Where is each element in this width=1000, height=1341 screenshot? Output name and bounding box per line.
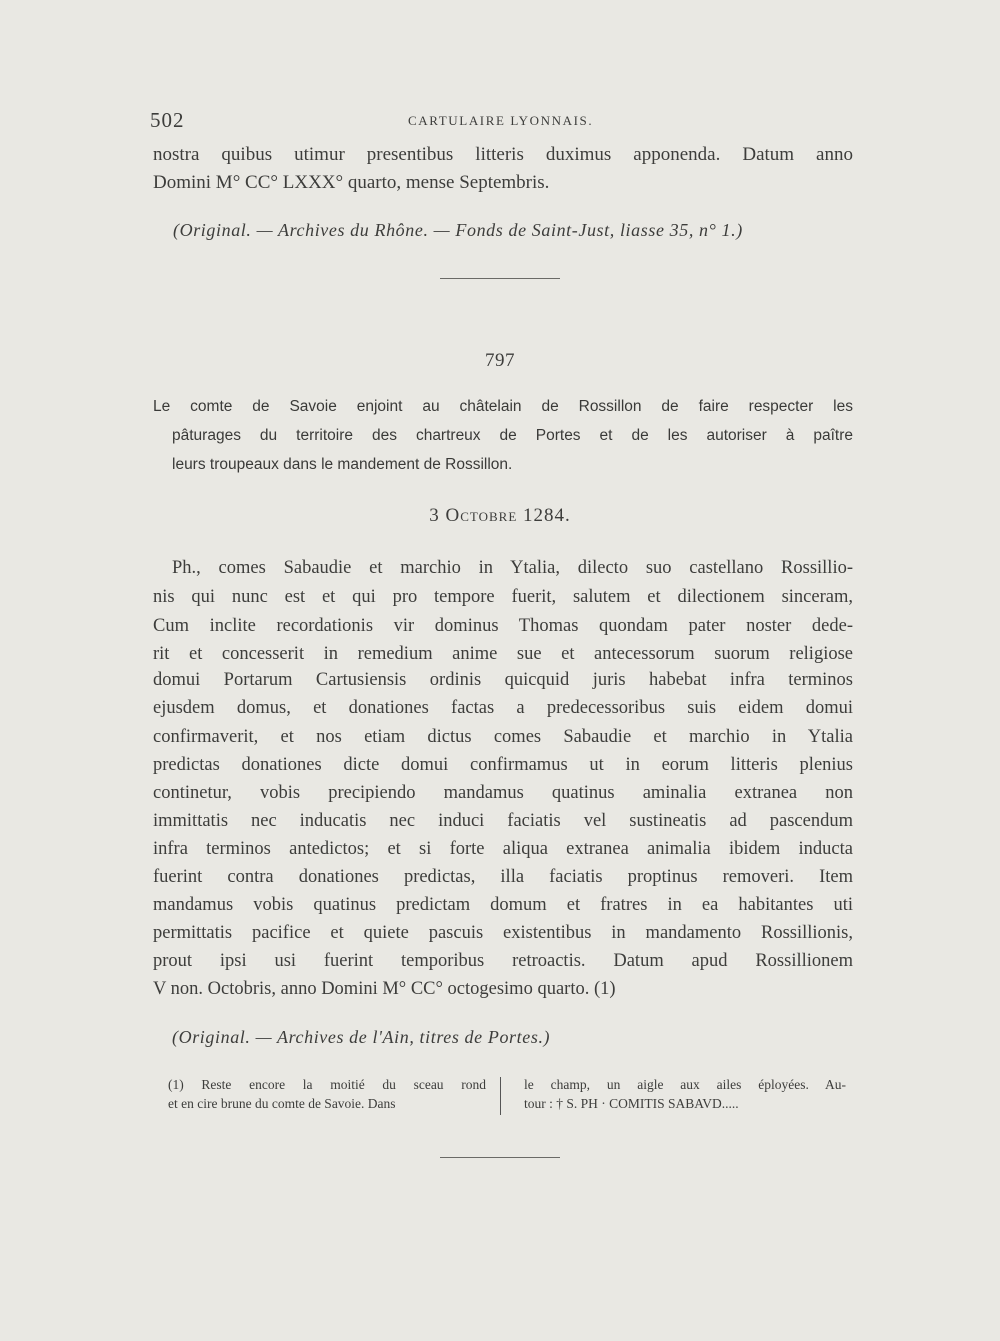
footnote-line: et en cire brune du comte de Savoie. Dans <box>168 1096 396 1111</box>
body-line: rit et concesserit in remedium anime sue et antecessorum suorum religiose <box>153 644 853 664</box>
body-line: permittatis pacifice et quiete pascuis existentibus in mandamento Rossillionis, <box>153 923 853 943</box>
section-rule <box>440 278 560 279</box>
body-line: ejusdem domus, et donationes factas a predecessoribus suis eidem domui <box>153 698 853 718</box>
footnote-left-column <box>168 1075 486 1113</box>
body-line: Ph., comes Sabaudie et marchio in Ytalia, dilecto suo castellano Rossillio- <box>172 558 853 578</box>
document-source: (Original. — Archives de l'Ain, titres de Portes.) <box>172 1027 551 1047</box>
body-line: Cum inclite recordationis vir dominus Thomas quondam pater noster dede- <box>153 616 853 636</box>
body-line: confirmaverit, et nos etiam dictus comes Sabaudie et marchio in Ytalia <box>153 727 853 747</box>
document-summary-line: pâturages du territoire des chartreux de Portes et de les autoriser à paître <box>172 427 853 444</box>
document-number: 797 <box>485 350 515 371</box>
body-line: immittatis nec inducatis nec induci faciatis vel sustineatis ad pascendum <box>153 811 853 831</box>
previous-act-line: Domini M° CC° LXXX° quarto, mense Septembris. <box>153 172 550 193</box>
body-line: predictas donationes dicte domui confirmamus ut in eorum litteris plenius <box>153 755 853 775</box>
footnote-divider <box>500 1077 501 1115</box>
body-line: infra terminos antedictos; et si forte aliqua extranea animalia ibidem inducta <box>153 839 853 859</box>
body-line: domui Portarum Cartusiensis ordinis quicquid juris habebat infra terminos <box>153 670 853 690</box>
document-summary-line: Le comte de Savoie enjoint au châtelain de Rossillon de faire respecter les <box>153 398 853 415</box>
section-rule <box>440 1157 560 1158</box>
footnote-right-column <box>524 1075 846 1113</box>
body-line: mandamus vobis quatinus predictam domum et fratres in ea habitantes uti <box>153 895 853 915</box>
date-month: Octobre <box>445 505 518 526</box>
document-summary-line: leurs troupeaux dans le mandement de Rossillon. <box>172 456 513 473</box>
page-header <box>150 108 850 134</box>
body-line: prout ipsi usi fuerint temporibus retroactis. Datum apud Rossillionem <box>153 951 853 971</box>
body-line: nis qui nunc est et qui pro tempore fuerit, salutem et dilectionem sinceram, <box>153 587 853 607</box>
body-line: fuerint contra donationes predictas, illa faciatis proptinus removeri. Item <box>153 867 853 887</box>
document-date <box>0 505 1000 527</box>
footnote-line: (1) Reste encore la moitié du sceau rond <box>168 1077 486 1092</box>
running-head: CARTULAIRE LYONNAIS. <box>408 113 594 128</box>
footnote-line: tour : † S. PH · COMITIS SABAVD..... <box>524 1096 739 1111</box>
previous-act-line: nostra quibus utimur presentibus litteris duximus apponenda. Datum anno <box>153 144 853 165</box>
body-line: continetur, vobis precipiendo mandamus quatinus aminalia extranea non <box>153 783 853 803</box>
body-line: V non. Octobris, anno Domini M° CC° octogesimo quarto. (1) <box>153 979 616 999</box>
footnote-line: le champ, un aigle aux ailes éployées. Au- <box>524 1077 846 1092</box>
date-year: 1284. <box>523 505 571 526</box>
date-day: 3 <box>429 505 440 526</box>
previous-act-source: (Original. — Archives du Rhône. — Fonds de Saint-Just, liasse 35, n° 1.) <box>173 220 743 240</box>
page-number: 502 <box>150 108 185 132</box>
